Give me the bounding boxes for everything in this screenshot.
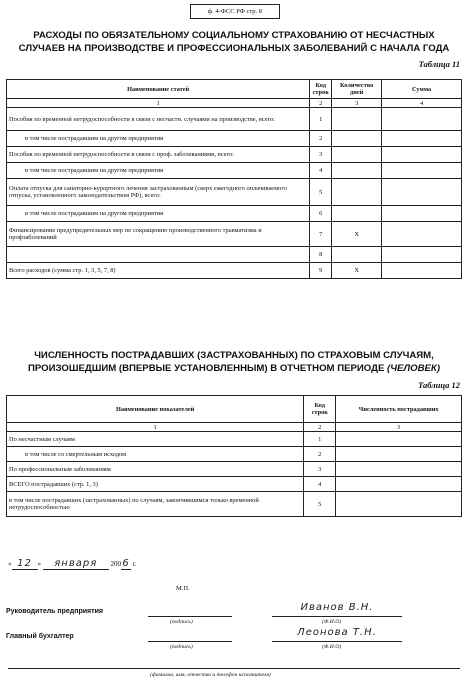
t11-header-name: Наименование статей bbox=[7, 80, 310, 99]
table-row bbox=[7, 432, 462, 447]
row-sum[interactable] bbox=[382, 108, 462, 131]
row-name: По профессиональным заболеваниям bbox=[7, 462, 304, 477]
t11-colnum: 3 bbox=[332, 99, 382, 108]
table12-title-unit: (ЧЕЛОВЕК) bbox=[387, 363, 441, 374]
row-code: 5 bbox=[310, 179, 332, 206]
table-row bbox=[7, 147, 462, 163]
t12-colnum: 1 bbox=[7, 423, 304, 432]
row-code: 1 bbox=[310, 108, 332, 131]
table-row bbox=[7, 131, 462, 147]
table-row bbox=[7, 447, 462, 462]
date-year-digit[interactable]: 6 bbox=[122, 558, 130, 569]
caption-executor: (фамилия, имя, отчество и телефон исполнителя) bbox=[150, 672, 271, 678]
table-row bbox=[7, 222, 462, 247]
row-days[interactable] bbox=[332, 247, 382, 263]
caption-sign: (подпись) bbox=[170, 644, 193, 650]
row-name: в том числе пострадавшим на другом предприятии bbox=[7, 131, 310, 147]
row-code: 1 bbox=[304, 432, 336, 447]
accountant-sign-line[interactable] bbox=[148, 641, 232, 642]
row-name: Оплата отпуска для санаторно-курортного лечения застрахованным (сверх ежегодного оплачиваемого отпуска, установленного законодательством РФ), всего: bbox=[7, 179, 310, 206]
row-name: в том числе со смертельным исходом bbox=[7, 447, 304, 462]
row-sum[interactable] bbox=[382, 147, 462, 163]
row-count[interactable] bbox=[336, 492, 462, 517]
t12-header-name: Наименование показателей bbox=[7, 396, 304, 423]
head-label: Руководитель предприятия bbox=[6, 608, 103, 615]
row-code: 4 bbox=[304, 477, 336, 492]
row-sum[interactable] bbox=[382, 163, 462, 179]
table12 bbox=[6, 395, 462, 517]
table-row bbox=[7, 492, 462, 517]
table-row bbox=[7, 108, 462, 131]
table-row bbox=[7, 206, 462, 222]
head-sign-line[interactable] bbox=[148, 616, 232, 617]
row-code: 9 bbox=[310, 263, 332, 279]
caption-fio: (Ф.И.О) bbox=[322, 619, 342, 625]
table-row bbox=[7, 247, 462, 263]
row-sum[interactable] bbox=[382, 179, 462, 206]
date-year-prefix: 200 bbox=[110, 560, 121, 568]
table-row bbox=[7, 179, 462, 206]
row-name: Пособия по временной нетрудоспособности в связи с несчастн. случаями на производстве, всего: bbox=[7, 108, 310, 131]
table11-title: РАСХОДЫ ПО ОБЯЗАТЕЛЬНОМУ СОЦИАЛЬНОМУ СТРАХОВАНИЮ ОТ НЕСЧАСТНЫХ СЛУЧАЕВ НА ПРОИЗВОДСТВЕ И ПРОФЕССИОНАЛЬНЫХ ЗАБОЛЕВАНИЙ С НАЧАЛА ГОДА bbox=[18, 30, 450, 54]
table12-title-text: ЧИСЛЕННОСТЬ ПОСТРАДАВШИХ (ЗАСТРАХОВАННЫХ) ПО СТРАХОВЫМ СЛУЧАЯМ, ПРОИЗОШЕДШИМ (ВПЕРВЫЕ УСТАНОВЛЕННЫМ) В ОТЧЕТНОМ ПЕРИОДЕ bbox=[27, 350, 434, 374]
row-code: 4 bbox=[310, 163, 332, 179]
form-reference: ф. 4-ФСС РФ стр. 8 bbox=[190, 4, 280, 19]
t12-colnum: 2 bbox=[304, 423, 336, 432]
row-sum[interactable] bbox=[382, 263, 462, 279]
t11-colnum: 4 bbox=[382, 99, 462, 108]
table-row bbox=[7, 163, 462, 179]
row-code: 2 bbox=[304, 447, 336, 462]
row-days[interactable] bbox=[332, 163, 382, 179]
date-open: « bbox=[8, 560, 12, 568]
row-code: 3 bbox=[304, 462, 336, 477]
row-code: 2 bbox=[310, 131, 332, 147]
date-day[interactable]: 12 bbox=[12, 558, 38, 570]
table-row bbox=[7, 263, 462, 279]
table-row bbox=[7, 462, 462, 477]
table12-title bbox=[24, 349, 444, 375]
row-name: По несчастным случаям bbox=[7, 432, 304, 447]
row-name: Финансирование предупредительных мер по сокращению производственного травматизма и профзаболеваний bbox=[7, 222, 310, 247]
date-month[interactable]: января bbox=[43, 558, 109, 570]
row-name[interactable] bbox=[7, 247, 310, 263]
row-days: X bbox=[332, 263, 382, 279]
caption-sign: (подпись) bbox=[170, 619, 193, 625]
row-code: 5 bbox=[304, 492, 336, 517]
row-days[interactable] bbox=[332, 108, 382, 131]
row-count[interactable] bbox=[336, 432, 462, 447]
table11-label: Таблица 11 bbox=[418, 59, 460, 69]
row-days[interactable] bbox=[332, 131, 382, 147]
row-code: 6 bbox=[310, 206, 332, 222]
accountant-name[interactable]: Леонова Т.Н. bbox=[272, 627, 402, 642]
t11-header-code: Код строк bbox=[310, 80, 332, 99]
date-year-suffix: г. bbox=[132, 560, 137, 568]
t12-header-count: Численность пострадавших bbox=[336, 396, 462, 423]
date-mid: » bbox=[37, 560, 41, 568]
row-days: X bbox=[332, 222, 382, 247]
row-code: 8 bbox=[310, 247, 332, 263]
t11-header-sum: Сумма bbox=[382, 80, 462, 99]
row-name: в том числе пострадавшим на другом предприятии bbox=[7, 163, 310, 179]
table12-label: Таблица 12 bbox=[418, 380, 460, 390]
accountant-label: Главный бухгалтер bbox=[6, 633, 74, 640]
row-days[interactable] bbox=[332, 206, 382, 222]
row-count[interactable] bbox=[336, 462, 462, 477]
row-sum[interactable] bbox=[382, 222, 462, 247]
t11-colnum: 1 bbox=[7, 99, 310, 108]
t12-header-code: Код строк bbox=[304, 396, 336, 423]
row-sum[interactable] bbox=[382, 206, 462, 222]
row-name: Всего расходов (сумма стр. 1, 3, 5, 7, 8) bbox=[7, 263, 310, 279]
table-row bbox=[7, 477, 462, 492]
row-code: 3 bbox=[310, 147, 332, 163]
t11-header-days: Количество дней bbox=[332, 80, 382, 99]
row-days[interactable] bbox=[332, 147, 382, 163]
report-date bbox=[8, 558, 137, 570]
row-name: в том числе пострадавшим на другом предприятии bbox=[7, 206, 310, 222]
row-days[interactable] bbox=[332, 179, 382, 206]
row-sum[interactable] bbox=[382, 247, 462, 263]
row-sum[interactable] bbox=[382, 131, 462, 147]
row-name: ВСЕГО пострадавших (стр. 1, 3) bbox=[7, 477, 304, 492]
t12-colnum: 3 bbox=[336, 423, 462, 432]
row-name: в том числе пострадавших (застрахованных) по случаям, закончившимся только временной нетрудоспособностью bbox=[7, 492, 304, 517]
head-name[interactable]: Иванов В.Н. bbox=[272, 602, 402, 617]
caption-fio: (Ф.И.О) bbox=[322, 644, 342, 650]
executor-line[interactable] bbox=[8, 668, 460, 669]
t11-colnum: 2 bbox=[310, 99, 332, 108]
row-count[interactable] bbox=[336, 477, 462, 492]
table11 bbox=[6, 79, 462, 279]
stamp-place: М.П. bbox=[176, 585, 190, 592]
row-count[interactable] bbox=[336, 447, 462, 462]
row-name: Пособия по временной нетрудоспособности в связи с проф. заболеваниями, всего: bbox=[7, 147, 310, 163]
row-code: 7 bbox=[310, 222, 332, 247]
